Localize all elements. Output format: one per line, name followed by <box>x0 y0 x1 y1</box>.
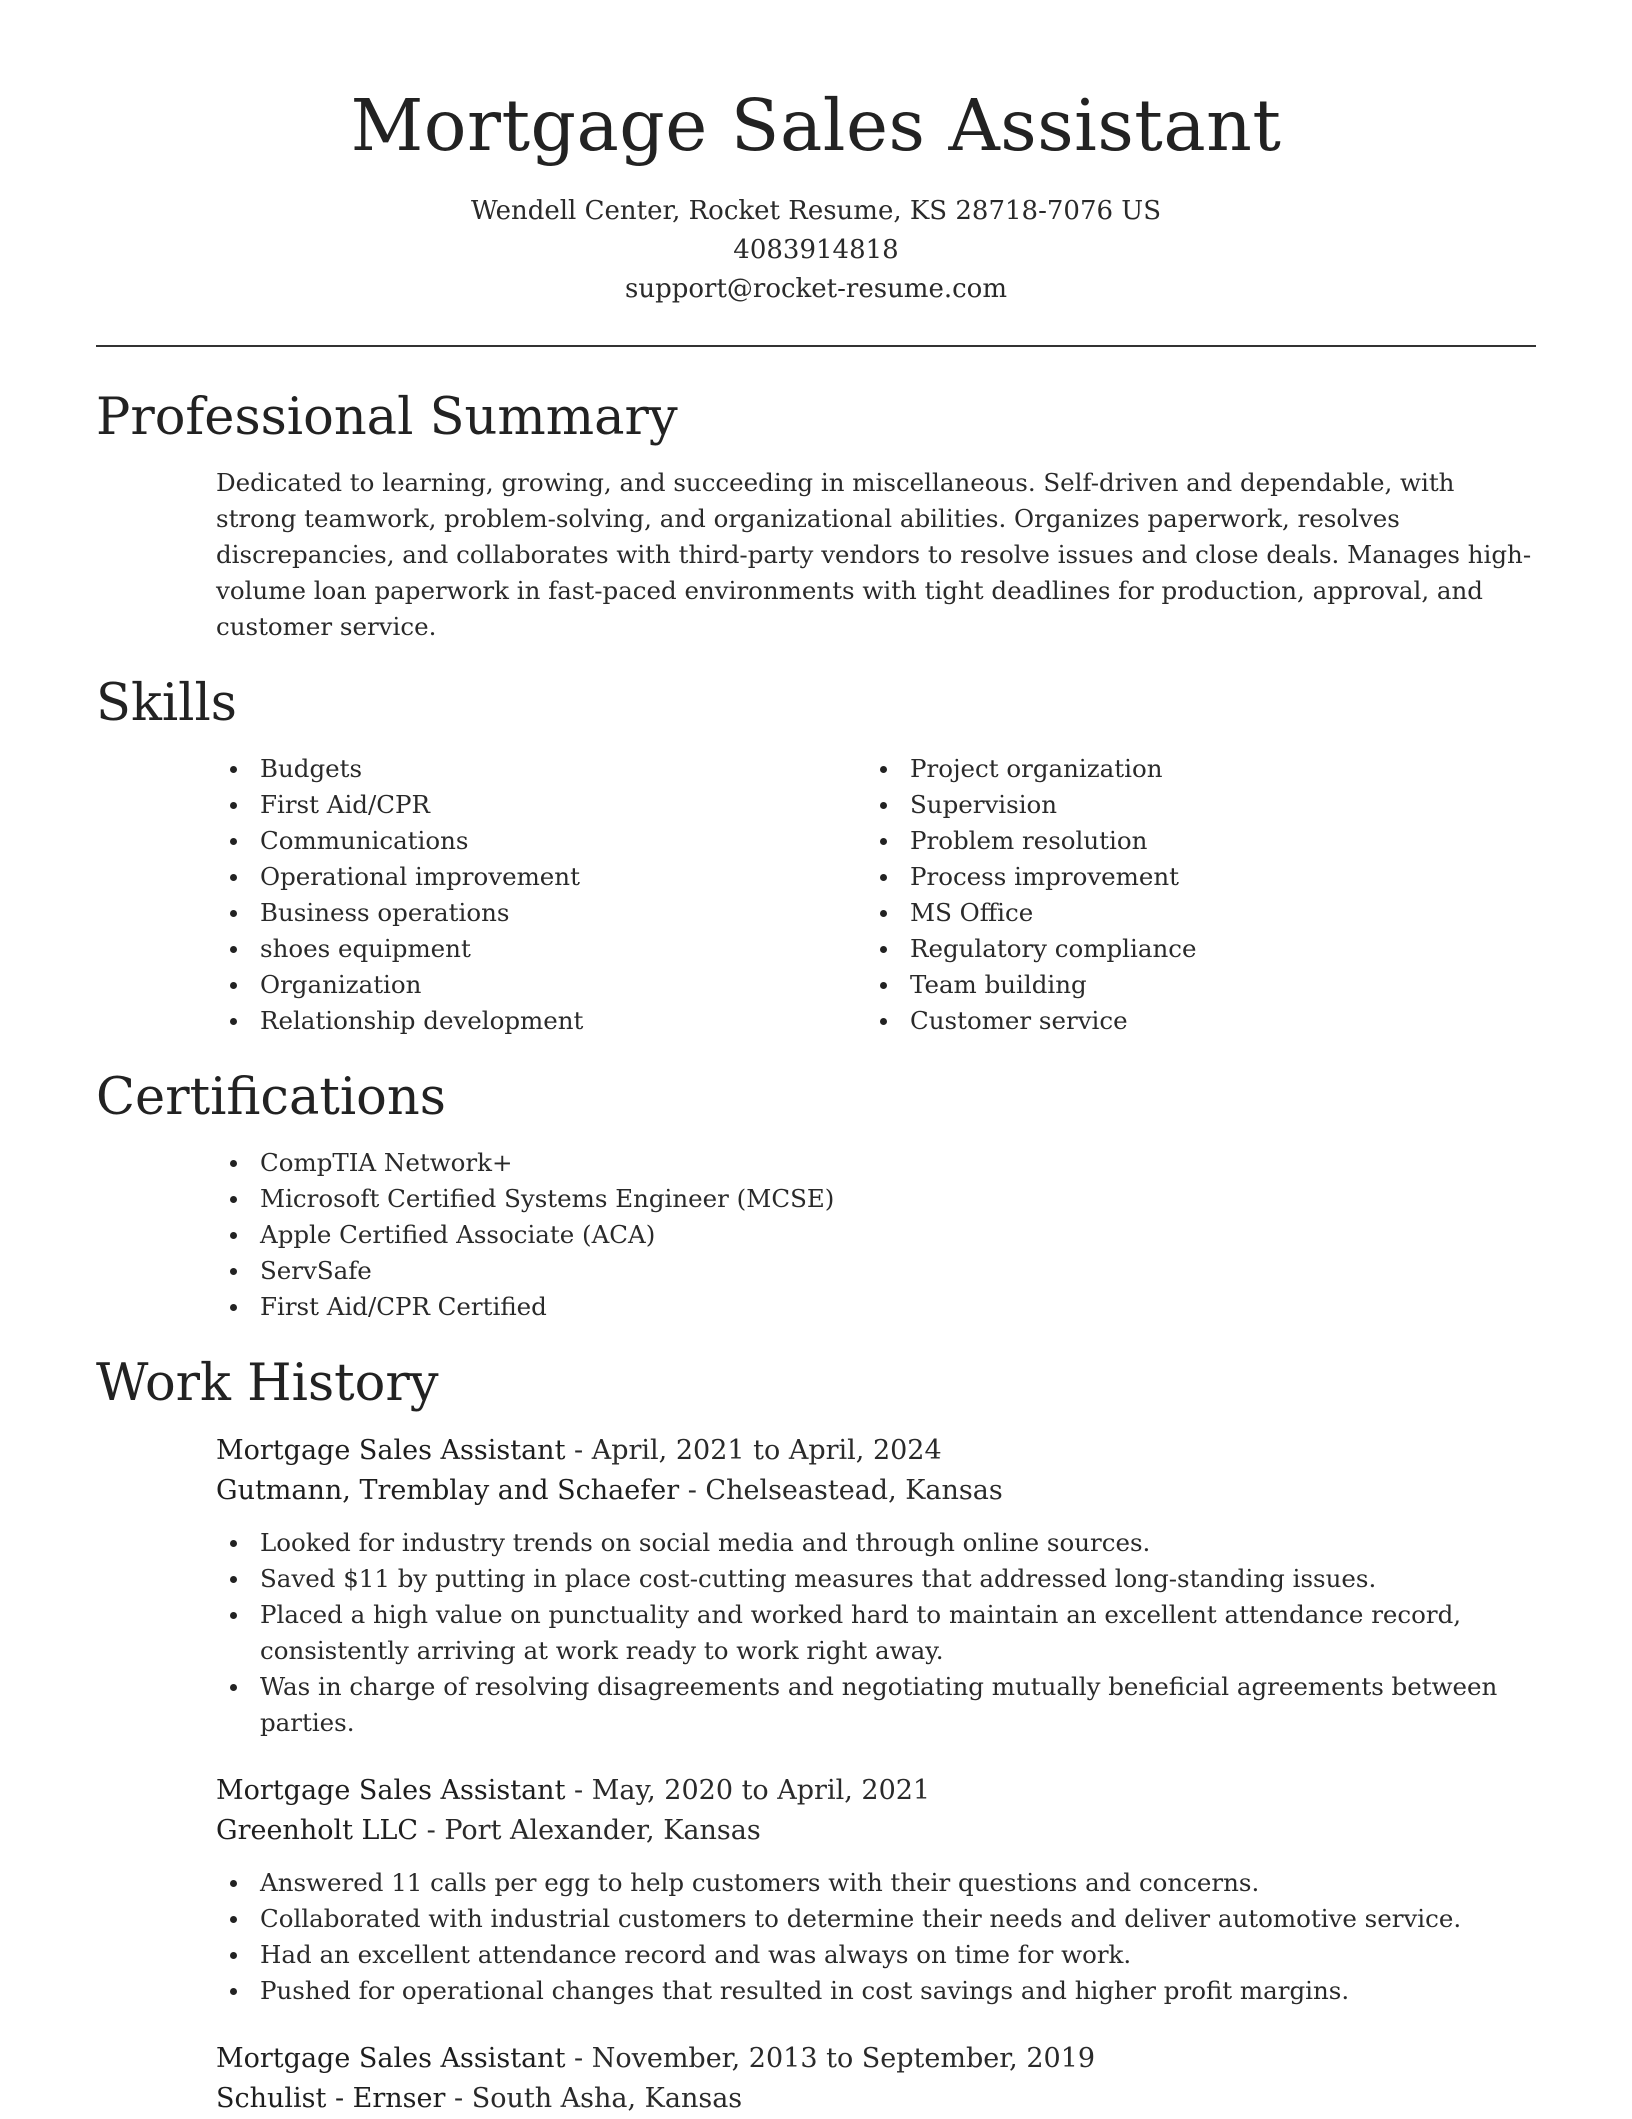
job-company-line <box>216 1471 1536 1511</box>
summary-section <box>96 385 1536 645</box>
skill-item: Project organization <box>866 751 1516 787</box>
skill-item: Regulatory compliance <box>866 931 1516 967</box>
skills-columns <box>216 751 1536 1039</box>
job-location: - South Asha, Kansas <box>445 2083 743 2114</box>
certifications-list <box>216 1145 1536 1325</box>
job-location: - Chelseastead, Kansas <box>679 1475 1003 1506</box>
summary-text: Dedicated to learning, growing, and succeeding in miscellaneous. Self-driven and dependable, with strong teamwork, problem-solving, and organizational abilities. Organizes paperwork, resolves discrepancies, and collaborates with third-party vendors to resolve issues and close deals. Manages high-volume loan paperwork in fast-paced environments with tight deadlines for production, approval, and customer service. <box>216 468 1532 641</box>
job-dates: - May, 2020 to April, 2021 <box>565 1775 931 1806</box>
job-entry <box>216 2039 1536 2119</box>
job-bullet: Pushed for operational changes that resulted in cost savings and higher profit margins. <box>216 1973 1536 2009</box>
skill-item: shoes equipment <box>216 931 866 967</box>
job-title-line <box>216 1431 1536 1471</box>
skill-item: MS Office <box>866 895 1516 931</box>
certifications-section <box>96 1065 1536 1325</box>
skill-item: Budgets <box>216 751 866 787</box>
job-company: Schulist - Ernser <box>216 2083 446 2114</box>
job-company-line <box>216 1811 1536 1851</box>
work-history-heading: Work History <box>96 1354 439 1413</box>
job-bullet: Placed a high value on punctuality and worked hard to maintain an excellent attendance record, consistently arriving at work ready to work right away. <box>216 1597 1536 1669</box>
job-bullet: Collaborated with industrial customers to determine their needs and deliver automotive service. <box>216 1901 1536 1937</box>
job-bullet: Was in charge of resolving disagreements and negotiating mutually beneficial agreements between parties. <box>216 1669 1536 1741</box>
resume-title: Mortgage Sales Assistant <box>350 84 1282 167</box>
contact-address: Wendell Center, Rocket Resume, KS 28718-7076 US <box>470 196 1162 226</box>
contact-phone: 4083914818 <box>733 235 899 265</box>
job-bullet: Saved $11 by putting in place cost-cutting measures that addressed long-standing issues. <box>216 1561 1536 1597</box>
skills-section <box>96 671 1536 1039</box>
skills-column-left <box>216 751 866 1039</box>
skills-list-right <box>866 751 1516 1039</box>
job-role: Mortgage Sales Assistant <box>216 1775 566 1806</box>
skill-item: Customer service <box>866 1003 1516 1039</box>
job-bullets <box>216 1525 1536 1741</box>
job-bullets <box>216 1865 1536 2009</box>
summary-heading: Professional Summary <box>96 388 678 447</box>
certification-item: Apple Certified Associate (ACA) <box>216 1217 1536 1253</box>
skill-item: Team building <box>866 967 1516 1003</box>
header-divider <box>96 345 1536 347</box>
skills-heading: Skills <box>96 674 237 733</box>
skills-column-right <box>866 751 1516 1039</box>
work-history-section <box>96 1351 1536 2119</box>
job-company: Gutmann, Tremblay and Schaefer <box>216 1475 680 1506</box>
job-company-line <box>216 2079 1536 2119</box>
skill-item: First Aid/CPR <box>216 787 866 823</box>
resume-header <box>0 0 1632 309</box>
jobs-list <box>96 1431 1536 2119</box>
skill-item: Supervision <box>866 787 1516 823</box>
skill-item: Organization <box>216 967 866 1003</box>
certification-item: ServSafe <box>216 1253 1536 1289</box>
certification-item: First Aid/CPR Certified <box>216 1289 1536 1325</box>
skill-item: Communications <box>216 823 866 859</box>
job-title-line <box>216 1771 1536 1811</box>
certification-item: Microsoft Certified Systems Engineer (MCSE) <box>216 1181 1536 1217</box>
job-role: Mortgage Sales Assistant <box>216 2043 566 2074</box>
job-entry <box>216 1771 1536 2009</box>
job-bullet: Had an excellent attendance record and was always on time for work. <box>216 1937 1536 1973</box>
skill-item: Business operations <box>216 895 866 931</box>
skill-item: Process improvement <box>866 859 1516 895</box>
job-bullet: Answered 11 calls per egg to help customers with their questions and concerns. <box>216 1865 1536 1901</box>
job-location: - Port Alexander, Kansas <box>418 1815 761 1846</box>
certification-item: CompTIA Network+ <box>216 1145 1536 1181</box>
job-role: Mortgage Sales Assistant <box>216 1435 566 1466</box>
skills-list-left <box>216 751 866 1039</box>
job-entry <box>216 1431 1536 1741</box>
contact-email: support@rocket-resume.com <box>624 274 1007 304</box>
skill-item: Problem resolution <box>866 823 1516 859</box>
certifications-wrapper <box>216 1145 1536 1325</box>
job-dates: - April, 2021 to April, 2024 <box>565 1435 942 1466</box>
job-bullet: Looked for industry trends on social media and through online sources. <box>216 1525 1536 1561</box>
contact-block <box>0 192 1632 309</box>
certifications-heading: Certifications <box>96 1068 446 1127</box>
skill-item: Operational improvement <box>216 859 866 895</box>
job-company: Greenholt LLC <box>216 1815 419 1846</box>
skill-item: Relationship development <box>216 1003 866 1039</box>
job-title-line <box>216 2039 1536 2079</box>
job-dates: - November, 2013 to September, 2019 <box>565 2043 1096 2074</box>
